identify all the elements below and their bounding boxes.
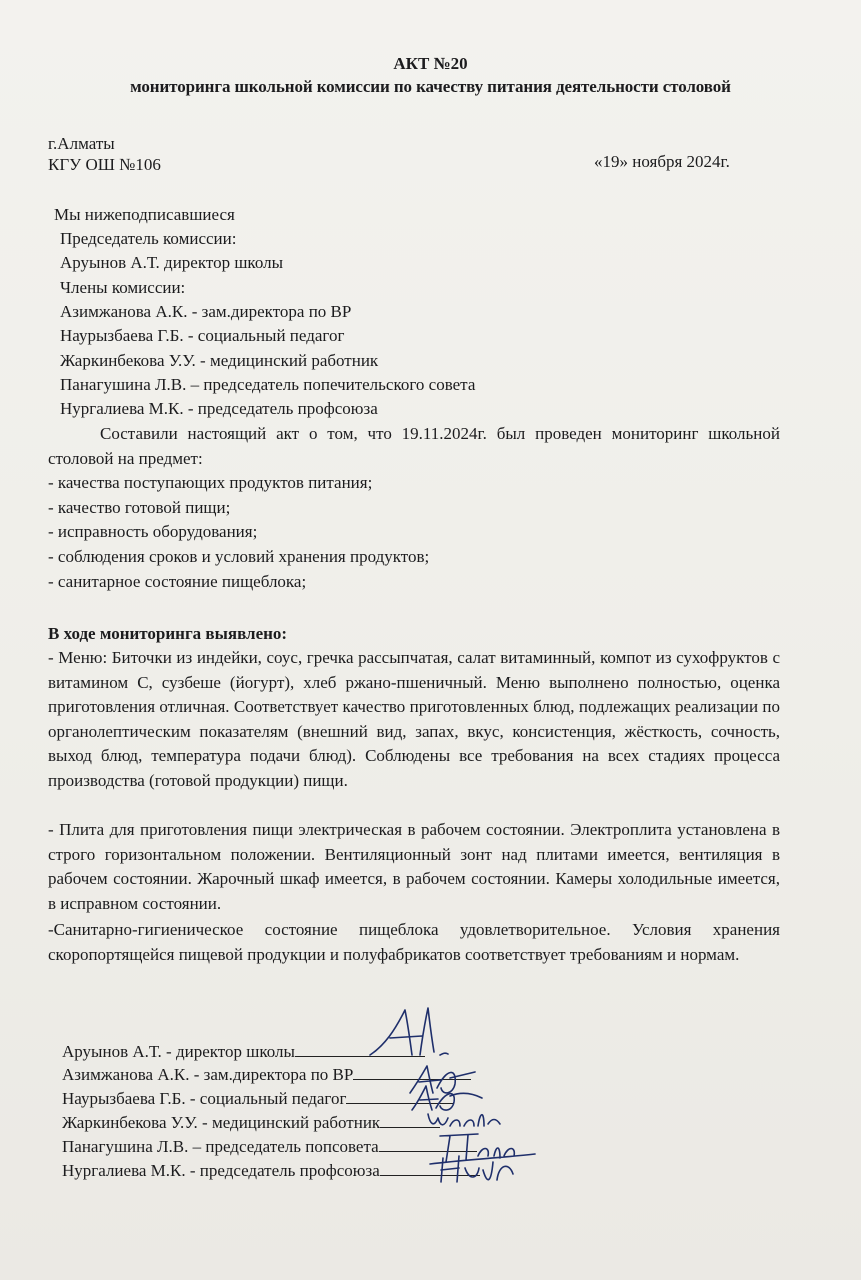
signatory-name: Аруынов А.Т. - директор школы — [62, 1042, 295, 1061]
member-item: Жаркинбекова У.У. - медицинский работник — [60, 351, 379, 370]
act-subtitle: мониторинга школьной комиссии по качеству питания деятельности столовой — [130, 77, 731, 96]
signature-line — [380, 1159, 480, 1176]
findings-heading: В ходе мониторинга выявлено: — [48, 624, 288, 643]
statement-item: - исправность оборудования; — [48, 522, 258, 541]
signature-row — [62, 1087, 454, 1111]
chair-name: Аруынов А.Т. директор школы — [60, 253, 284, 272]
statement-item: - санитарное состояние пищеблока; — [48, 572, 307, 591]
signature-row — [62, 1111, 440, 1135]
act-date: «19» ноября 2024г. — [594, 152, 730, 171]
signatory-name: Нургалиева М.К. - председатель профсоюза — [62, 1161, 380, 1180]
signature-row — [62, 1135, 477, 1159]
signatory-name: Азимжанова А.К. - зам.директора по ВР — [62, 1065, 354, 1084]
findings-paragraph-sanitary: -Санитарно-гигиеническое состояние пищеблока удовлетворительное. Условия хранения скоропортящейся пищевой продукции и полуфабрикатов соответствует требованиям и нормам. — [48, 920, 780, 964]
signature-row — [62, 1040, 425, 1064]
signature-line — [353, 1063, 471, 1080]
signature-line — [295, 1040, 425, 1057]
signature-row — [62, 1063, 471, 1087]
statement-item: - качество готовой пищи; — [48, 498, 231, 517]
signatory-name: Наурызбаева Г.Б. - социальный педагог — [62, 1089, 347, 1108]
findings-paragraph-menu: - Меню: Биточки из индейки, соус, гречка рассыпчатая, салат витаминный, компот из сухофруктов с витамином С, сузбеше (йогурт), хлеб ржано-пшеничный. Меню выполнено полностью, оценка приготовления отличная. Соответствует качество приготовленных блюд, подлежащих реализации по органолептическим показателям (внешний вид, запах, вкус, консистенция, жёсткость, сочность, выход блюд, температура подачи блюд). Соблюдены все требования на всех стадиях процесса производства (готовой продукции) пищи. — [48, 648, 780, 790]
intro-text: Мы нижеподписавшиеся — [54, 205, 235, 224]
statement-item: - качества поступающих продуктов питания; — [48, 473, 373, 492]
member-item: Азимжанова А.К. - зам.директора по ВР — [60, 302, 352, 321]
signature-line — [346, 1087, 454, 1104]
signature-line — [380, 1111, 440, 1128]
statement-paragraph: Составили настоящий акт о том, что 19.11.2024г. был проведен мониторинг школьной столовой на предмет: — [48, 424, 780, 468]
members-label: Члены комиссии: — [60, 278, 186, 297]
member-item: Панагушина Л.В. – председатель попечительского совета — [60, 375, 476, 394]
signature-line — [379, 1135, 477, 1152]
organization: КГУ ОШ №106 — [48, 155, 161, 174]
findings-paragraph-equipment: - Плита для приготовления пищи электрическая в рабочем состоянии. Электроплита установлена в строго горизонтальном положении. Вентиляционный зонт над плитами имеется, вентиляция в рабочем состоянии. Жарочный шкаф имеется, в рабочем состоянии. Камеры холодильные имеется, в исправном состоянии. — [48, 820, 780, 913]
signatory-name: Панагушина Л.В. – председатель попсовета — [62, 1137, 379, 1156]
statement-item: - соблюдения сроков и условий хранения продуктов; — [48, 547, 430, 566]
member-item: Нургалиева М.К. - председатель профсоюза — [60, 399, 378, 418]
signature-row — [62, 1159, 480, 1183]
member-item: Наурызбаева Г.Б. - социальный педагог — [60, 326, 345, 345]
act-title: АКТ №20 — [393, 54, 468, 73]
chair-label: Председатель комиссии: — [60, 229, 237, 248]
signatory-name: Жаркинбекова У.У. - медицинский работник — [62, 1113, 381, 1132]
city: г.Алматы — [48, 134, 115, 153]
